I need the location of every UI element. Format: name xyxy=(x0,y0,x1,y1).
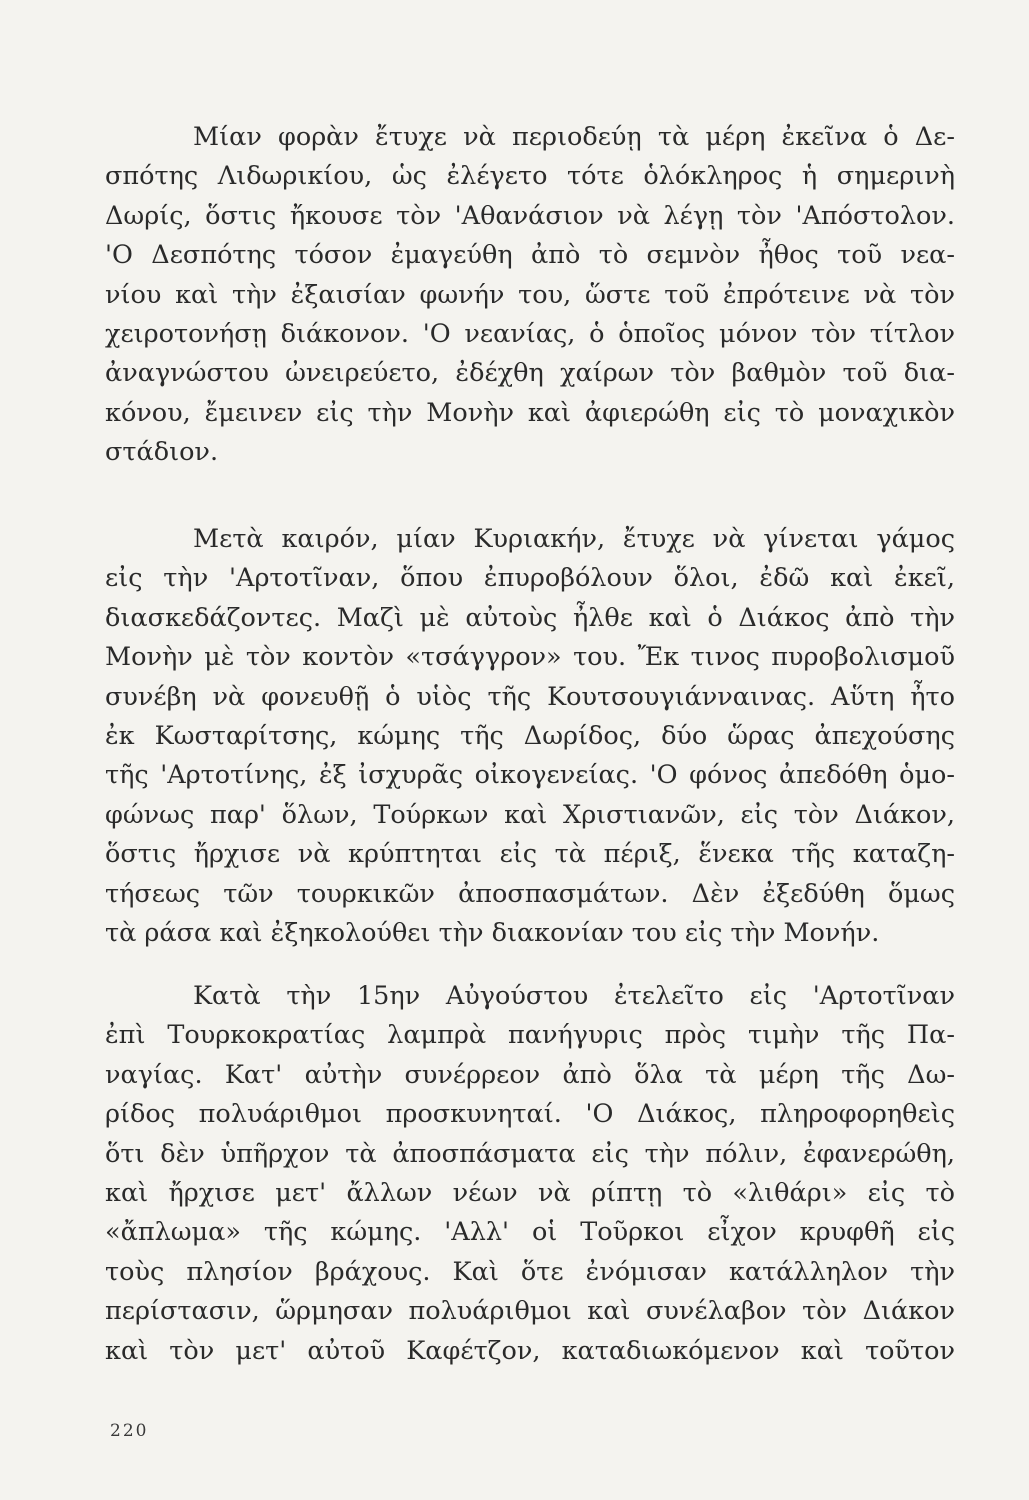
text-line: σπότης Λιδωρικίου, ὡς ἐλέγετο τότε ὁλόκληρος ἡ σημερινὴ xyxy=(105,161,955,192)
text-line: εἰς τὴν 'Αρτοτῖναν, ὅπου ἐπυροβόλουν ὅλοι, ἐδῶ καὶ ἐκεῖ, xyxy=(105,563,955,594)
text-line: χειροτονήσῃ διάκονον. 'Ο νεανίας, ὁ ὁποῖος μόνον τὸν τίτλον xyxy=(105,318,955,349)
text-line: Δωρίς, ὅστις ἤκουσε τὸν 'Αθανάσιον νὰ λέγῃ τὸν 'Απόστολον. xyxy=(105,200,955,231)
text-line: διασκεδάζοντες. Μαζὶ μὲ αὐτοὺς ἦλθε καὶ ὁ Διάκος ἀπὸ τὴν xyxy=(105,602,955,633)
text-line: ἀναγνώστου ὠνειρεύετο, ἐδέχθη χαίρων τὸν βαθμὸν τοῦ δια- xyxy=(105,358,955,389)
page-number: 220 xyxy=(110,1421,149,1441)
text-line: καὶ ἤρχισε μετ' ἄλλων νέων νὰ ρίπτῃ τὸ «λιθάρι» εἰς τὸ xyxy=(105,1177,955,1208)
text-line: τήσεως τῶν τουρκικῶν ἀποσπασμάτων. Δὲν ἐξεδύθη ὅμως xyxy=(105,878,955,909)
paragraph-2 xyxy=(105,520,955,953)
text-line: φώνως παρ' ὅλων, Τούρκων καὶ Χριστιανῶν, εἰς τὸν Διάκον, xyxy=(105,799,955,830)
text-line: ἐκ Κωσταρίτσης, κώμης τῆς Δωρίδος, δύο ὥρας ἀπεχούσης xyxy=(105,720,955,751)
text-line: 'Ο Δεσπότης τόσον ἐμαγεύθη ἀπὸ τὸ σεμνὸν ἦθος τοῦ νεα- xyxy=(105,240,955,271)
text-line: ρίδος πολυάριθμοι προσκυνηταί. 'Ο Διάκος, πληροφορηθεὶς xyxy=(105,1099,955,1130)
text-line: Μίαν φορὰν ἔτυχε νὰ περιοδεύῃ τὰ μέρη ἐκεῖνα ὁ Δε- xyxy=(193,122,955,152)
text-line: νίου καὶ τὴν ἐξαισίαν φωνήν του, ὥστε τοῦ ἐπρότεινε νὰ τὸν xyxy=(105,279,955,310)
text-line: συνέβη νὰ φονευθῇ ὁ υἱὸς τῆς Κουτσουγιάνναινας. Αὕτη ἦτο xyxy=(105,681,955,712)
text-line: Μονὴν μὲ τὸν κοντὸν «τσάγγρον» του. Ἔκ τινος πυροβολισμοῦ xyxy=(105,642,955,673)
text-line: καὶ τὸν μετ' αὐτοῦ Καφέτζον, καταδιωκόμενον καὶ τοῦτον xyxy=(105,1335,955,1366)
text-line: τὰ ράσα καὶ ἐξηκολούθει τὴν διακονίαν του εἰς τὴν Μονήν. xyxy=(105,917,880,948)
text-line: Κατὰ τὴν 15ην Αὐγούστου ἐτελεῖτο εἰς 'Αρτοτῖναν xyxy=(193,981,955,1011)
text-line: στάδιον. xyxy=(105,437,219,468)
text-line: Μετὰ καιρόν, μίαν Κυριακήν, ἔτυχε νὰ γίνεται γάμος xyxy=(193,524,955,554)
text-line: τοὺς πλησίον βράχους. Καὶ ὅτε ἐνόμισαν κατάλληλον τὴν xyxy=(105,1256,955,1287)
text-line: «ἄπλωμα» τῆς κώμης. 'Αλλ' οἱ Τοῦρκοι εἶχον κρυφθῆ εἰς xyxy=(105,1217,955,1248)
paragraph-1 xyxy=(105,118,955,473)
paragraph-3 xyxy=(105,977,955,1371)
text-line: ναγίας. Κατ' αὐτὴν συνέρρεον ἀπὸ ὅλα τὰ μέρη τῆς Δω- xyxy=(105,1059,955,1090)
text-line: ὅτι δὲν ὑπῆρχον τὰ ἀποσπάσματα εἰς τὴν πόλιν, ἐφανερώθη, xyxy=(105,1138,955,1169)
text-line: ὅστις ἤρχισε νὰ κρύπτηται εἰς τὰ πέριξ, ἕνεκα τῆς καταζη- xyxy=(105,839,955,870)
text-line: κόνου, ἔμεινεν εἰς τὴν Μονὴν καὶ ἀφιερώθη εἰς τὸ μοναχικὸν xyxy=(105,397,955,428)
text-line: ἐπὶ Τουρκοκρατίας λαμπρὰ πανήγυρις πρὸς τιμὴν τῆς Πα- xyxy=(105,1020,955,1051)
text-line: περίστασιν, ὥρμησαν πολυάριθμοι καὶ συνέλαβον τὸν Διάκον xyxy=(105,1296,955,1327)
text-line: τῆς 'Αρτοτίνης, ἐξ ἰσχυρᾶς οἰκογενείας. 'Ο φόνος ἀπεδόθη ὁμο- xyxy=(105,760,955,791)
